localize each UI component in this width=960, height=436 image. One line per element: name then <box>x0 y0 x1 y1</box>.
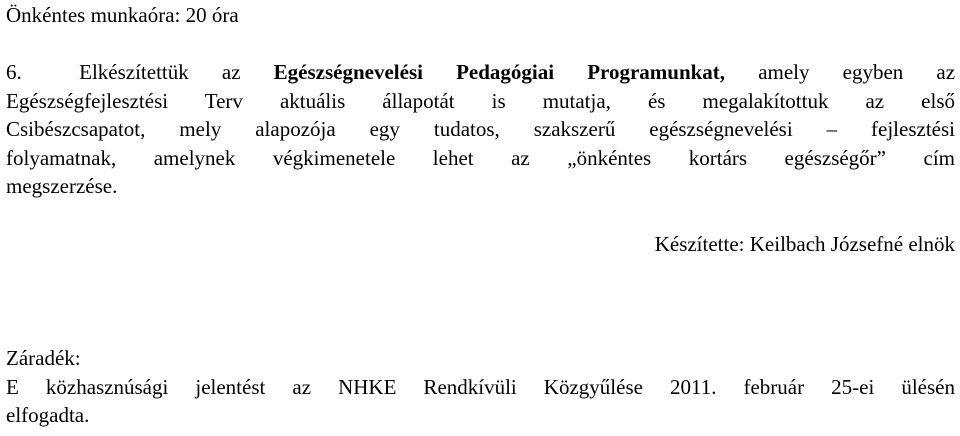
item-6-line-3: Csibészcsapatot, mely alapozója egy tudatos, szakszerű egészségnevelési – fejlesztési <box>6 117 955 141</box>
item-6-text-a: Elkészítettük az <box>79 60 241 84</box>
program-title-bold: Egészségnevelési Pedagógiai Programunkat, <box>273 60 726 84</box>
item-6-line-5: megszerzése. <box>6 174 118 198</box>
item-6-line-4: folyamatnak, amelynek végkimenetele lehet az „önkéntes kortárs egészségőr” cím <box>6 145 955 170</box>
item-6-line-2: Egészségfejlesztési Terv aktuális állapotát is mutatja, és megalakítottuk az első <box>6 88 955 113</box>
prepared-by-signature: Készítette: Keilbach Józsefné elnök <box>654 232 955 256</box>
item-6-line-1 <box>6 58 955 87</box>
item-6-text-b: amely egyben az <box>758 60 956 84</box>
clause-line-2: elfogadta. <box>6 403 90 427</box>
volunteer-hours-heading: Önkéntes munkaóra: 20 óra <box>6 3 239 27</box>
clause-line-1: E közhasznúsági jelentést az NHKE Rendkívüli Közgyűlése 2011. február 25-ei ülésén <box>6 374 955 399</box>
clause-label: Záradék: <box>6 346 81 370</box>
item-6-number: 6. <box>6 60 22 84</box>
